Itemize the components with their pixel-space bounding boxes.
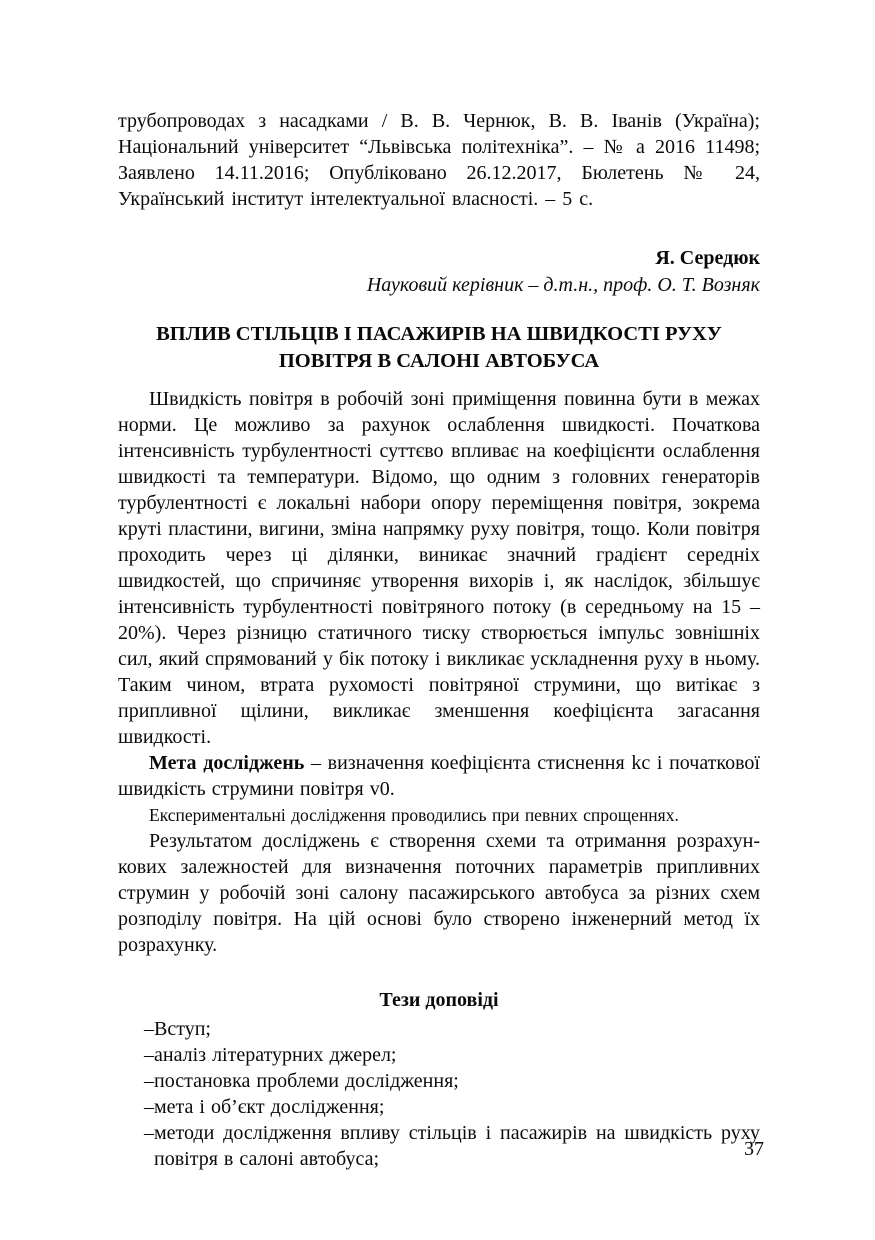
list-item [118,1042,760,1068]
list-item-text: аналіз літературних джерел; [154,1044,397,1066]
results-paragraph: Результатом досліджень є створення схеми та отримання розрахункових залежностей для визначення поточних параметрів припливних струмин у робочій зоні салону пасажирського автобуса за різних схем розподілу повітря. На цій основі було створено інженерний метод їх розрахунку. [118,830,760,956]
goal-text: – визначення коефіцієнта стиснення kc і початкової швидкість струмини повітря v0. [118,752,760,800]
experiment-note: Експериментальні дослідження проводились при певних спрощеннях. [149,805,679,825]
list-item-text: методи дослідження впливу стільців і пасажирів на швидкість руху повітря в салоні автобуса; [154,1122,760,1170]
dash-marker: – [144,1070,154,1092]
list-item-text: Вступ; [154,1018,211,1040]
theses-heading: Тези доповіді [379,989,499,1011]
author-name: Я. Середюк [655,247,760,269]
supervisor-line: Науковий керівник – д.т.н., проф. О. Т. Возняк [366,274,760,296]
paper-title: ВПЛИВ СТІЛЬЦІВ І ПАСАЖИРІВ НА ШВИДКОСТІ РУХУ ПОВІТРЯ В САЛОНІ АВТОБУСА [156,323,722,372]
page-number: 37 [744,1138,764,1160]
dash-marker: – [144,1044,154,1066]
list-item-text: мета і об’єкт дослідження; [154,1096,385,1118]
list-item [118,1094,760,1120]
byline-block [118,245,760,299]
reference-paragraph: трубопроводах з насадками / В. В. Чернюк, В. В. Іванів (Україна); Національний університет “Львівська політехніка”. – № а 2016 11498; Заявлено 14.11.2016; Опубліковано 26.12.2017, Бюлетень № 24, Український інститут інтелектуальної власності. – 5 с. [118,110,760,210]
dash-marker: – [144,1122,154,1144]
theses-list [118,1016,760,1172]
list-item [118,1016,760,1042]
list-item [118,1068,760,1094]
list-item [118,1120,760,1172]
goal-label: Мета досліджень [149,752,305,774]
intro-paragraph: Швидкість повітря в робочій зоні приміщення повинна бути в межах норми. Це можливо за рахунок ослаблення швидкості. Початкова інтенсивність турбулентності суттєво впливає на коефіцієнти ослаблення швидкості та температури. Відомо, що одним з головних генераторів турбулентності є локальні набори опору переміщення повітря, зокрема круті пластини, вигини, зміна напрямку руху повітря, тощо. Коли повітря проходить через ці ділянки, виникає значний градієнт середніх швидкостей, що спричиняє утворення вихорів і, як наслідок, збільшує інтенсивність турбулентності повітряного потоку (в середньому на 15 – 20%). Через різницю статичного тиску створюється імпульс зовнішніх сил, який спрямований у бік потоку і викликає ускладнення руху в ньому. Таким чином, втрата рухомості повітряної струмини, що витікає з припливної щілини, викликає зменшення коефіцієнта загасання швидкості. [118,388,760,748]
dash-marker: – [144,1018,154,1040]
list-item-text: постановка проблеми дослідження; [154,1070,459,1092]
goal-paragraph [118,750,760,802]
dash-marker: – [144,1096,154,1118]
